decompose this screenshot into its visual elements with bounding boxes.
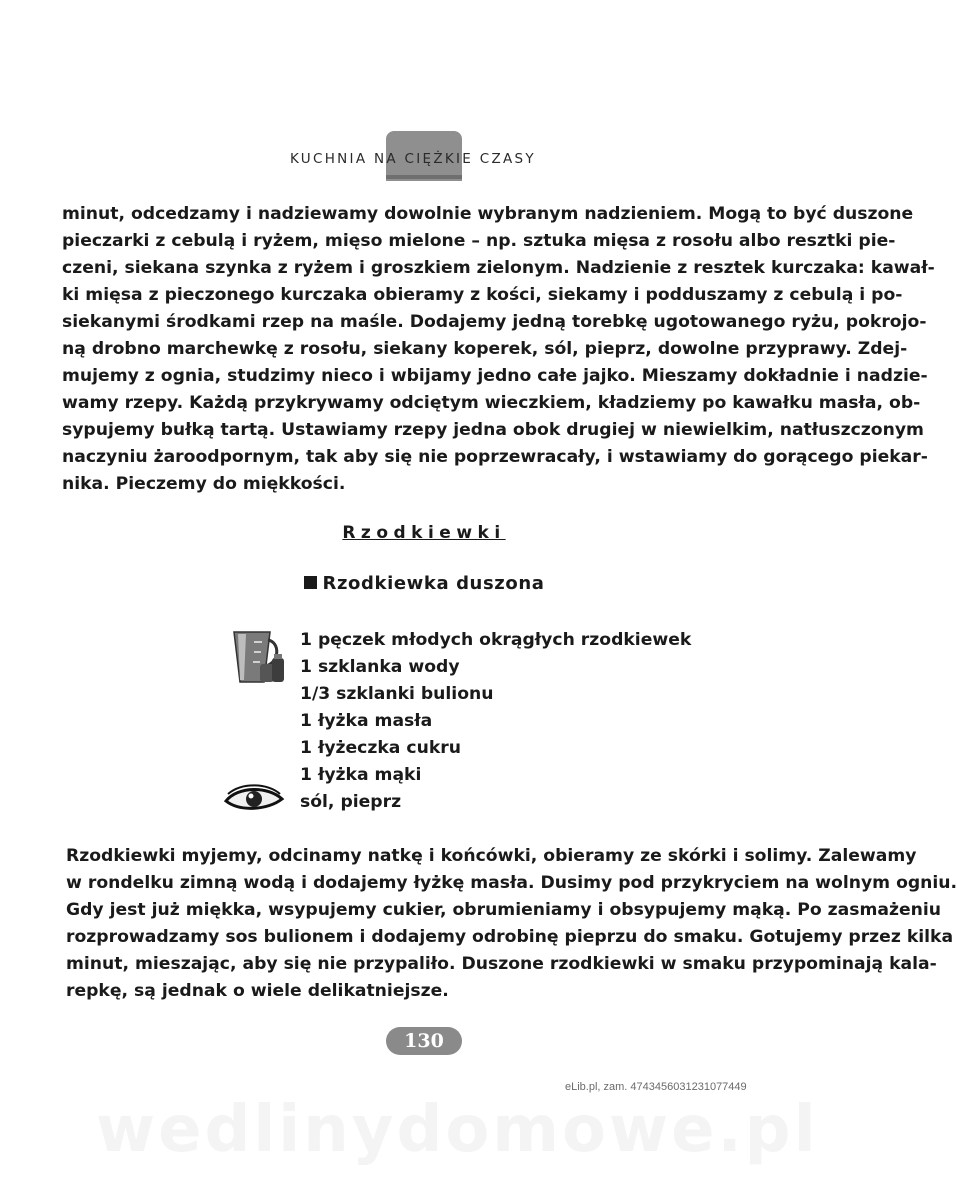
header-rule	[386, 175, 462, 179]
ingredient-item: 1 łyżeczka cukru	[300, 738, 461, 758]
text-line: mujemy z ognia, studzimy nieco i wbijamy jedno całe jajko. Mieszamy dokładnie i nadzie-	[62, 366, 928, 386]
paragraph-intro	[62, 201, 935, 498]
text-line: naczyniu żaroodpornym, tak aby się nie poprzewracały, i wstawiamy do gorącego piekar-	[62, 447, 928, 467]
ingredient-item: 1 pęczek młodych okrągłych rzodkiewek	[300, 630, 692, 650]
recipe-title	[0, 573, 848, 594]
watermark: wedlinydomowe.pl	[96, 1093, 819, 1167]
text-line: siekanymi środkami rzep na maśle. Dodajemy jedną torebkę ugotowanego ryżu, pokrojo-	[62, 312, 927, 332]
running-header: KUCHNIA NA CIĘŻKIE CZASY	[290, 151, 536, 167]
text-line: pieczarki z cebulą i ryżem, mięso mielone – np. sztuka mięsa z rosołu albo resztki pie-	[62, 231, 896, 251]
text-line: w rondelku zimną wodą i dodajemy łyżkę masła. Dusimy pod przykryciem na wolnym ogniu.	[66, 873, 957, 893]
text-line: Rzodkiewki myjemy, odcinamy natkę i końcówki, obieramy ze skórki i solimy. Zalewamy	[66, 846, 917, 866]
ingredient-item: 1 szklanka wody	[300, 657, 460, 677]
section-heading: Rzodkiewki	[342, 523, 506, 543]
ingredient-item: 1 łyżka masła	[300, 711, 433, 731]
text-line: Gdy jest już miękka, wsypujemy cukier, obrumieniamy i obsypujemy mąką. Po zasmażeniu	[66, 900, 941, 920]
page-number: 130	[386, 1027, 462, 1055]
text-line: minut, mieszając, aby się nie przypaliło. Duszone rzodkiewki w smaku przypominają kala-	[66, 954, 937, 974]
ingredient-item: sól, pieprz	[300, 792, 402, 812]
text-line: nika. Pieczemy do miękkości.	[62, 474, 346, 494]
footer-note: eLib.pl, zam. 4743456031231077449	[565, 1081, 747, 1093]
square-bullet-icon	[304, 576, 317, 589]
text-line: rozprowadzamy sos bulionem i dodajemy odrobinę pieprzu do smaku. Gotujemy przez kilka	[66, 927, 954, 947]
text-line: czeni, siekana szynka z ryżem i groszkiem zielonym. Nadzienie z resztek kurczaka: kawał-	[62, 258, 935, 278]
text-line: repkę, są jednak o wiele delikatniejsze.	[66, 981, 449, 1001]
text-line: ną drobno marchewkę z rosołu, siekany koperek, sól, pieprz, dowolne przyprawy. Zdej-	[62, 339, 908, 359]
text-line: minut, odcedzamy i nadziewamy dowolnie wybranym nadzieniem. Mogą to być duszone	[62, 204, 914, 224]
recipe-title-text: Rzodkiewka duszona	[322, 573, 545, 594]
text-line: sypujemy bułką tartą. Ustawiamy rzepy jedna obok drugiej w niewielkim, natłuszczonym	[62, 420, 924, 440]
ingredient-list	[300, 627, 700, 816]
measuring-cup-icon	[224, 628, 288, 686]
text-line: ki mięsa z pieczonego kurczaka obieramy z kości, siekamy i podduszamy z cebulą i po-	[62, 285, 903, 305]
eye-icon	[224, 784, 284, 814]
ingredient-item: 1/3 szklanki bulionu	[300, 684, 494, 704]
ingredient-item: 1 łyżka mąki	[300, 765, 422, 785]
paragraph-instructions	[66, 843, 957, 1005]
text-line: wamy rzepy. Każdą przykrywamy odciętym wieczkiem, kładziemy po kawałku masła, ob-	[62, 393, 921, 413]
